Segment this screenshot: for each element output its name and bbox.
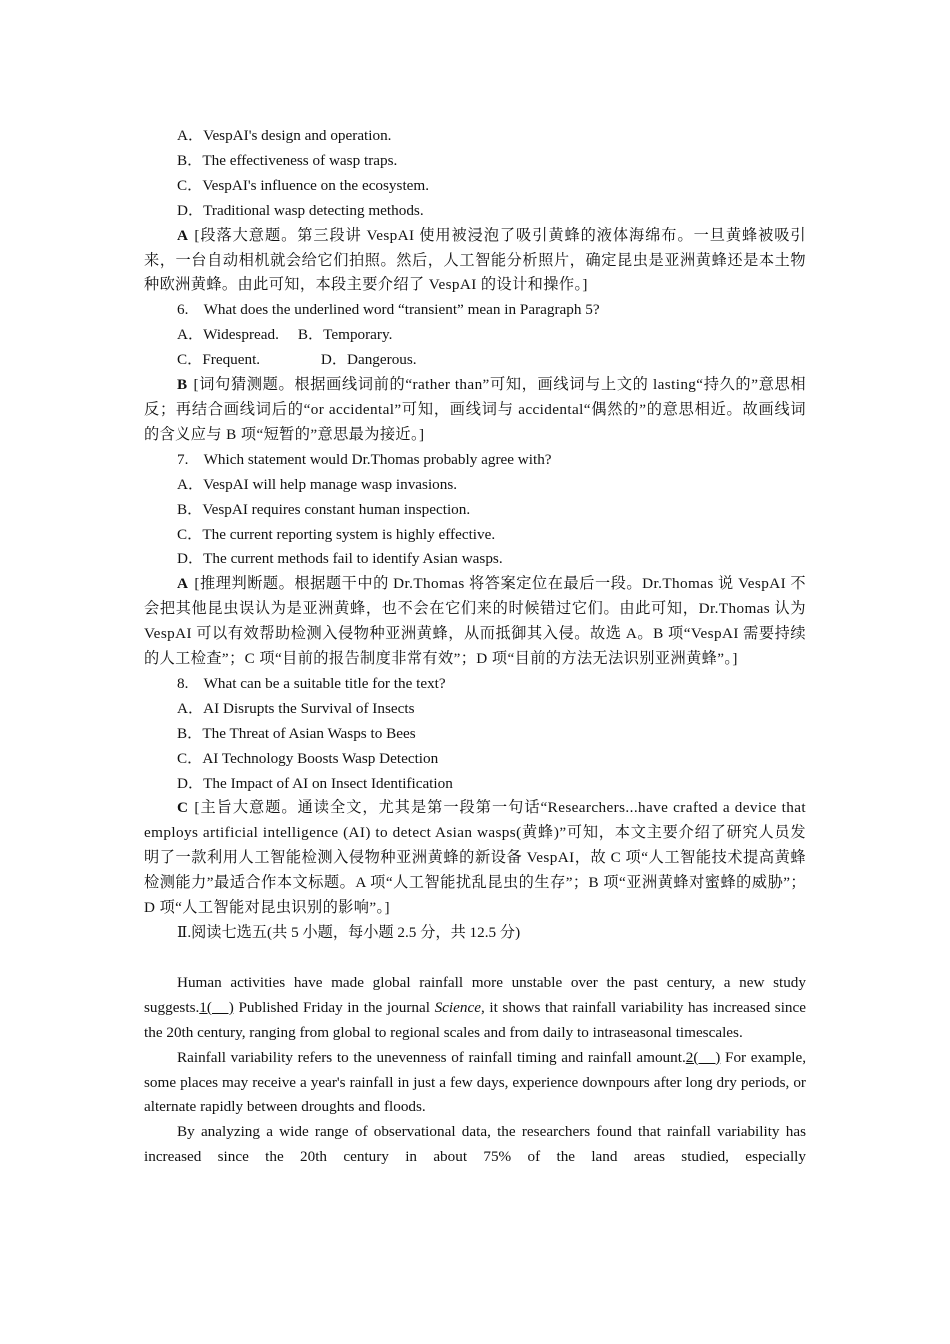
blank-2: 2( ): [685, 1048, 721, 1066]
passage-text: Rainfall variability refers to the unevenness of rainfall timing and rainfall amount.: [177, 1048, 686, 1066]
q8-stem: 8. What can be a suitable title for the text?: [177, 674, 446, 692]
q5-option-d: D．Traditional wasp detecting methods.: [177, 201, 424, 219]
passage-text: For example, some places may receive a year's rainfall in just a few days, experience downpours after long dry periods, or alternate rapidly between droughts and floods.: [144, 1048, 806, 1116]
section-heading: Ⅱ.阅读七选五(共 5 小题，每小题 2.5 分，共 12.5 分): [177, 924, 521, 941]
q7-answer-explanation: [144, 572, 806, 672]
q5-option-c: C．VespAI's influence on the ecosystem.: [177, 176, 430, 194]
passage-paragraph-3: By analyzing a wide range of observational data, the researchers found that rainfall variability has increased since the 20th century in about 75% of the land areas studied, especially: [144, 1123, 806, 1166]
answer-text: [词句猜测题。根据画线词前的“rather than”可知，画线词与上文的 lasting“持久的”意思相反；再结合画线词后的“or accidental”可知，画线词与 accidental“偶然的”的意思相近。故画线词的含义应与 B 项“短暂的”意思最为接近。]: [144, 376, 806, 443]
q5-answer-explanation: [144, 224, 806, 299]
q8-option-d: D．The Impact of AI on Insect Identification: [177, 774, 453, 792]
q5-option-a: A．VespAI's design and operation.: [177, 127, 392, 144]
answer-text: [主旨大意题。通读全文，尤其是第一段第一句话“Researchers...have crafted a device that employs artificial intelligence (AI) to detect Asian wasps(黄蜂)”可知，本文主要介绍了研究人员发明了一款利用人工智能检测入侵物种亚洲黄蜂的新设备 VespAI，故 C 项“人工智能技术提高黄蜂检测能力”最适合作本文标题。A 项“人工智能扰乱昆虫的生存”；B 项“亚洲黄蜂对蜜蜂的威胁”；D 项“人工智能对昆虫识别的影响”。]: [144, 799, 806, 917]
q7-option-a: A．VespAI will help manage wasp invasions.: [177, 475, 458, 493]
q7-option-c: C．The current reporting system is highly effective.: [177, 525, 496, 543]
q7-stem: 7. Which statement would Dr.Thomas probably agree with?: [177, 450, 552, 468]
q6-stem: 6. What does the underlined word “transient” mean in Paragraph 5?: [177, 301, 600, 319]
answer-key: B: [177, 376, 188, 394]
q6-answer-explanation: [144, 373, 806, 448]
answer-key: A: [177, 575, 189, 593]
q7-option-b: B．VespAI requires constant human inspection.: [177, 500, 471, 518]
passage-text: Human activities have made global rainfall more unstable over the past century, a new study suggests.: [144, 973, 806, 1016]
q6-options-row1: A．Widespread. B．Temporary.: [177, 326, 393, 344]
answer-key: A: [177, 226, 189, 244]
answer-key: C: [177, 799, 189, 817]
q8-answer-explanation: [144, 796, 806, 921]
q8-option-c: C．AI Technology Boosts Wasp Detection: [177, 749, 439, 767]
passage-paragraph-1: [144, 971, 806, 1046]
answer-text: [推理判断题。根据题干中的 Dr.Thomas 将答案定位在最后一段。Dr.Thomas 说 VespAI 不会把其他昆虫误认为是亚洲黄蜂，也不会在它们来的时候错过它们。由此可知，Dr.Thomas 认为 VespAI 可以有效帮助检测入侵物种亚洲黄蜂，从而抵御其入侵。故选 A。B 项“VespAI 需要持续的人工检查”；C 项“目前的报告制度非常有效”；D 项“目前的方法无法识别亚洲黄蜂”。]: [144, 575, 806, 668]
blank-1: 1( ): [199, 998, 234, 1016]
journal-name: Science: [434, 998, 481, 1016]
q8-option-a: A．AI Disrupts the Survival of Insects: [177, 699, 415, 717]
passage-paragraph-2: [144, 1046, 806, 1121]
q7-option-d: D．The current methods fail to identify Asian wasps.: [177, 550, 503, 568]
q8-option-b: B．The Threat of Asian Wasps to Bees: [177, 724, 416, 742]
passage-text: , it shows that rainfall variability has increased since the 20th century, ranging from global to regional scales and from daily to intraseasonal timescales.: [144, 998, 806, 1041]
q6-options-row2: C．Frequent. D．Dangerous.: [177, 351, 417, 369]
spacer: [144, 946, 806, 971]
document-page: [144, 124, 806, 1170]
answer-text: [段落大意题。第三段讲 VespAI 使用被浸泡了吸引黄蜂的液体海绵布。一旦黄蜂被吸引来，一台自动相机就会给它们拍照。然后，人工智能分析照片，确定昆虫是亚洲黄蜂还是本土物种欧洲黄蜂。由此可知，本段主要介绍了 VespAI 的设计和操作。]: [144, 226, 806, 294]
passage-text: Published Friday in the journal: [233, 998, 435, 1016]
q5-option-b: B．The effectiveness of wasp traps.: [177, 151, 398, 169]
